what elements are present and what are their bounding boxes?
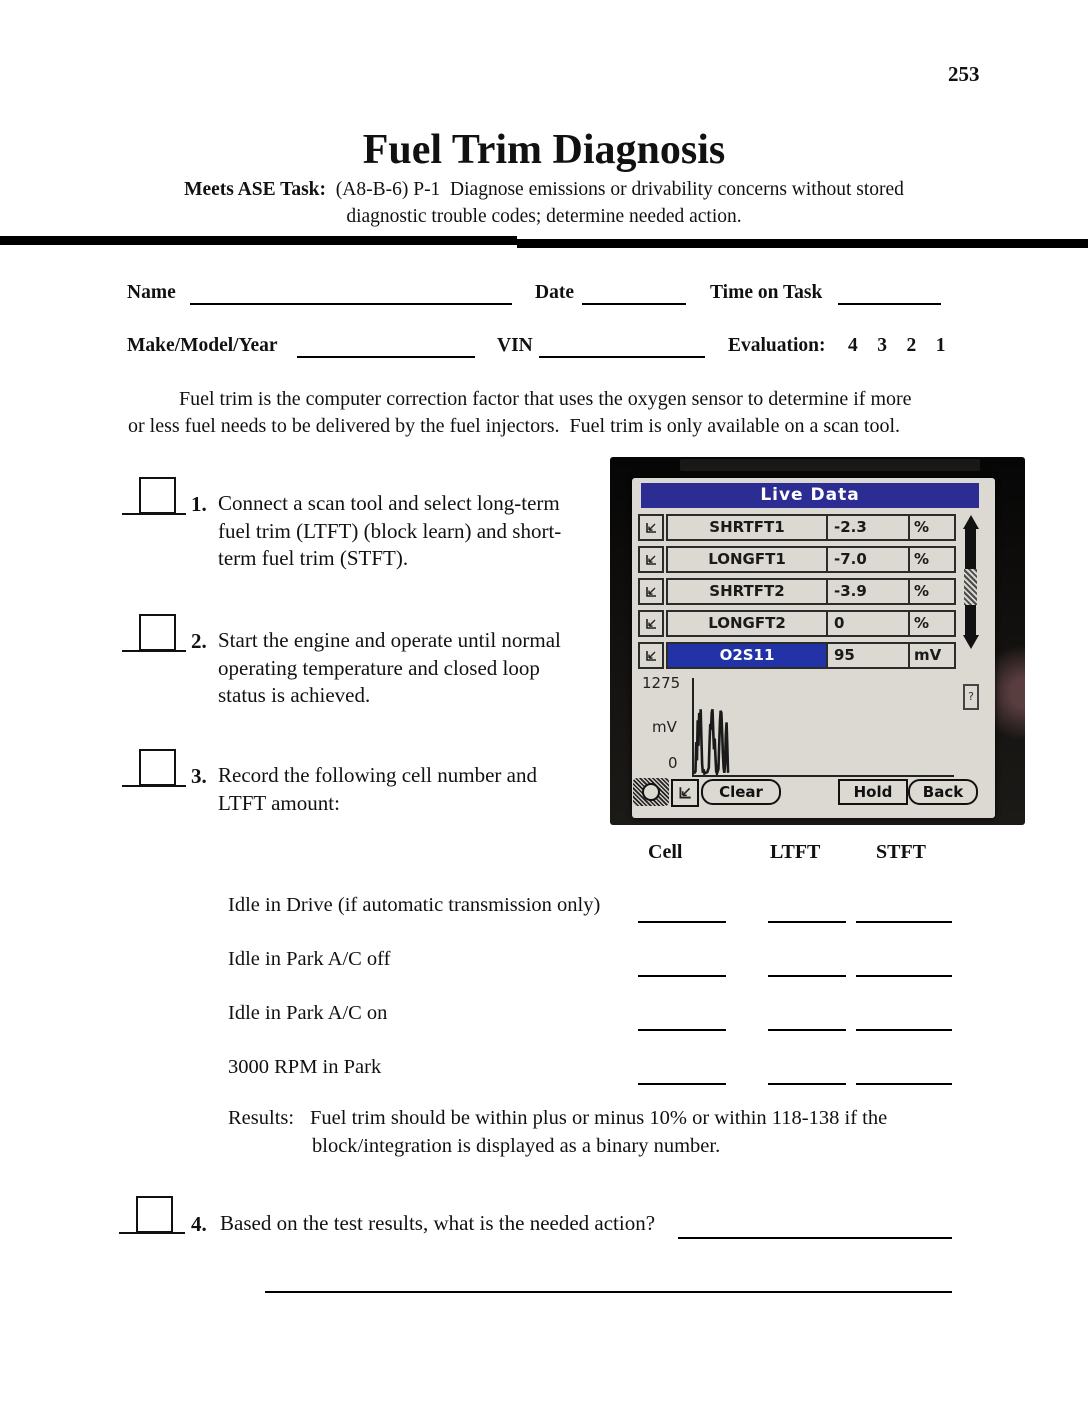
pid-value: 95 [826, 644, 908, 667]
scroll-down-icon [963, 635, 979, 649]
pid-value: -3.9 [826, 580, 908, 603]
make-model-year-blank [297, 356, 475, 358]
step-4-checkbox-line [119, 1232, 185, 1234]
scan-row-shrtft2 [638, 578, 956, 605]
evaluation-scale: 4 3 2 1 [848, 335, 946, 356]
step-4-number: 4. [191, 1212, 207, 1236]
col-header-ltft: LTFT [770, 841, 821, 863]
time-on-task-label: Time on Task [710, 282, 823, 303]
name-label: Name [127, 282, 176, 303]
step-3-number: 3. [191, 764, 207, 788]
intro-line-2: or less fuel needs to be delivered by the fuel injectors. Fuel trim is only available on a scan tool. [128, 415, 901, 437]
scrollbar-shaft [965, 529, 976, 569]
name-blank [190, 303, 512, 305]
header-divider-left [0, 236, 517, 245]
results-line-2: block/integration is displayed as a binary number. [312, 1135, 721, 1157]
cell-blank [638, 1029, 726, 1031]
graph-icon [638, 546, 664, 573]
results-label: Results: [228, 1107, 295, 1129]
results-line-1: Fuel trim should be within plus or minus 10% or within 118-138 if the [310, 1107, 888, 1129]
ltft-blank [768, 975, 846, 977]
vin-blank [539, 356, 705, 358]
ltft-blank [768, 1083, 846, 1085]
date-blank [582, 303, 686, 305]
cell-blank [638, 975, 726, 977]
intro-line-1: Fuel trim is the computer correction factor that uses the oxygen sensor to determine if more [179, 388, 912, 410]
stft-blank [856, 1083, 952, 1085]
cell-blank [638, 921, 726, 923]
live-data-titlebar: Live Data [641, 483, 979, 508]
graph-y-unit: mV [652, 718, 677, 736]
needed-action-blank-2 [265, 1291, 952, 1293]
page-title: Fuel Trim Diagnosis [362, 127, 726, 173]
step-4-checkbox [136, 1196, 173, 1233]
hold-button: Hold [838, 779, 908, 805]
step-4-text: Based on the test results, what is the needed action? [220, 1211, 656, 1235]
graph-x-axis [692, 775, 954, 777]
stft-blank [856, 1029, 952, 1031]
scan-row-longft2 [638, 610, 956, 637]
scan-tool-photo [610, 457, 1025, 825]
header-divider-right [517, 239, 1088, 248]
make-model-year-label: Make/Model/Year [127, 335, 278, 356]
graph-icon [638, 642, 664, 669]
ase-task-text: (A8-B-6) P-1 Diagnose emissions or drivability concerns without stored [326, 179, 904, 200]
stft-blank [856, 975, 952, 977]
scan-row-o2s11-selected [638, 642, 956, 669]
pid-name: LONGFT1 [708, 550, 786, 568]
pid-unit: % [908, 580, 954, 603]
ase-task-label: Meets ASE Task: [184, 179, 327, 200]
pid-unit: % [908, 612, 954, 635]
record-row-label: 3000 RPM in Park [228, 1056, 382, 1078]
graph-mode-icon [671, 779, 699, 807]
pid-unit: mV [908, 644, 954, 667]
ase-task-text2: diagnostic trouble codes; determine needed action. [346, 206, 742, 227]
step-1-text: Connect a scan tool and select long-term fuel trim (LTFT) (block learn) and short- term fuel trim (STFT). [218, 491, 562, 570]
vin-label: VIN [497, 335, 533, 356]
graph-icon [638, 514, 664, 541]
scan-row-shrtft1 [638, 514, 956, 541]
date-label: Date [535, 282, 574, 303]
evaluation-label: Evaluation: [728, 335, 826, 356]
time-on-task-blank [838, 303, 941, 305]
needed-action-blank [678, 1237, 952, 1239]
cell-blank [638, 1083, 726, 1085]
pid-name: O2S11 [668, 644, 826, 667]
pid-name: SHRTFT2 [709, 582, 785, 600]
step-1-checkbox [139, 477, 176, 514]
pid-unit: % [908, 548, 954, 571]
pid-unit: % [908, 516, 954, 539]
pid-value: 0 [826, 612, 908, 635]
pid-value: -2.3 [826, 516, 908, 539]
clock-icon [633, 778, 669, 806]
step-2-checkbox-line [122, 650, 186, 652]
page-number: 253 [948, 62, 980, 86]
record-row-label: Idle in Park A/C off [228, 948, 391, 970]
o2-sensor-waveform [694, 702, 768, 775]
step-2-number: 2. [191, 629, 207, 653]
scrollbar [962, 515, 979, 675]
col-header-cell: Cell [648, 841, 683, 863]
scrollbar-shaft [965, 605, 976, 635]
col-header-stft: STFT [876, 841, 927, 863]
scan-row-longft1 [638, 546, 956, 573]
step-3-checkbox [139, 749, 176, 786]
stft-blank [856, 921, 952, 923]
ltft-blank [768, 921, 846, 923]
pid-value: -7.0 [826, 548, 908, 571]
step-1-number: 1. [191, 492, 207, 516]
record-row-label: Idle in Park A/C on [228, 1002, 388, 1024]
graph-y-min: 0 [668, 754, 678, 772]
ltft-blank [768, 1029, 846, 1031]
clock-face [642, 783, 660, 801]
graph-y-max: 1275 [642, 674, 681, 692]
step-2-checkbox [139, 614, 176, 651]
back-button: Back [908, 779, 978, 805]
scroll-up-icon [963, 515, 979, 529]
step-1-checkbox-line [122, 513, 186, 515]
pid-name: LONGFT2 [708, 614, 786, 632]
step-3-text: Record the following cell number and LTFT amount: [218, 763, 537, 815]
scrollbar-track [964, 569, 977, 605]
scan-tool-bezel [680, 459, 980, 471]
step-3-checkbox-line [122, 785, 186, 787]
clear-button: Clear [701, 779, 781, 805]
step-2-text: Start the engine and operate until normal operating temperature and closed loop status is achieved. [218, 628, 561, 707]
graph-icon [638, 610, 664, 637]
pid-name: SHRTFT1 [709, 518, 785, 536]
ase-task-line [0, 179, 1088, 201]
graph-icon [638, 578, 664, 605]
record-row-label: Idle in Drive (if automatic transmission only) [228, 894, 601, 916]
scan-tool-screen [632, 478, 995, 818]
help-icon: ? [963, 684, 979, 710]
